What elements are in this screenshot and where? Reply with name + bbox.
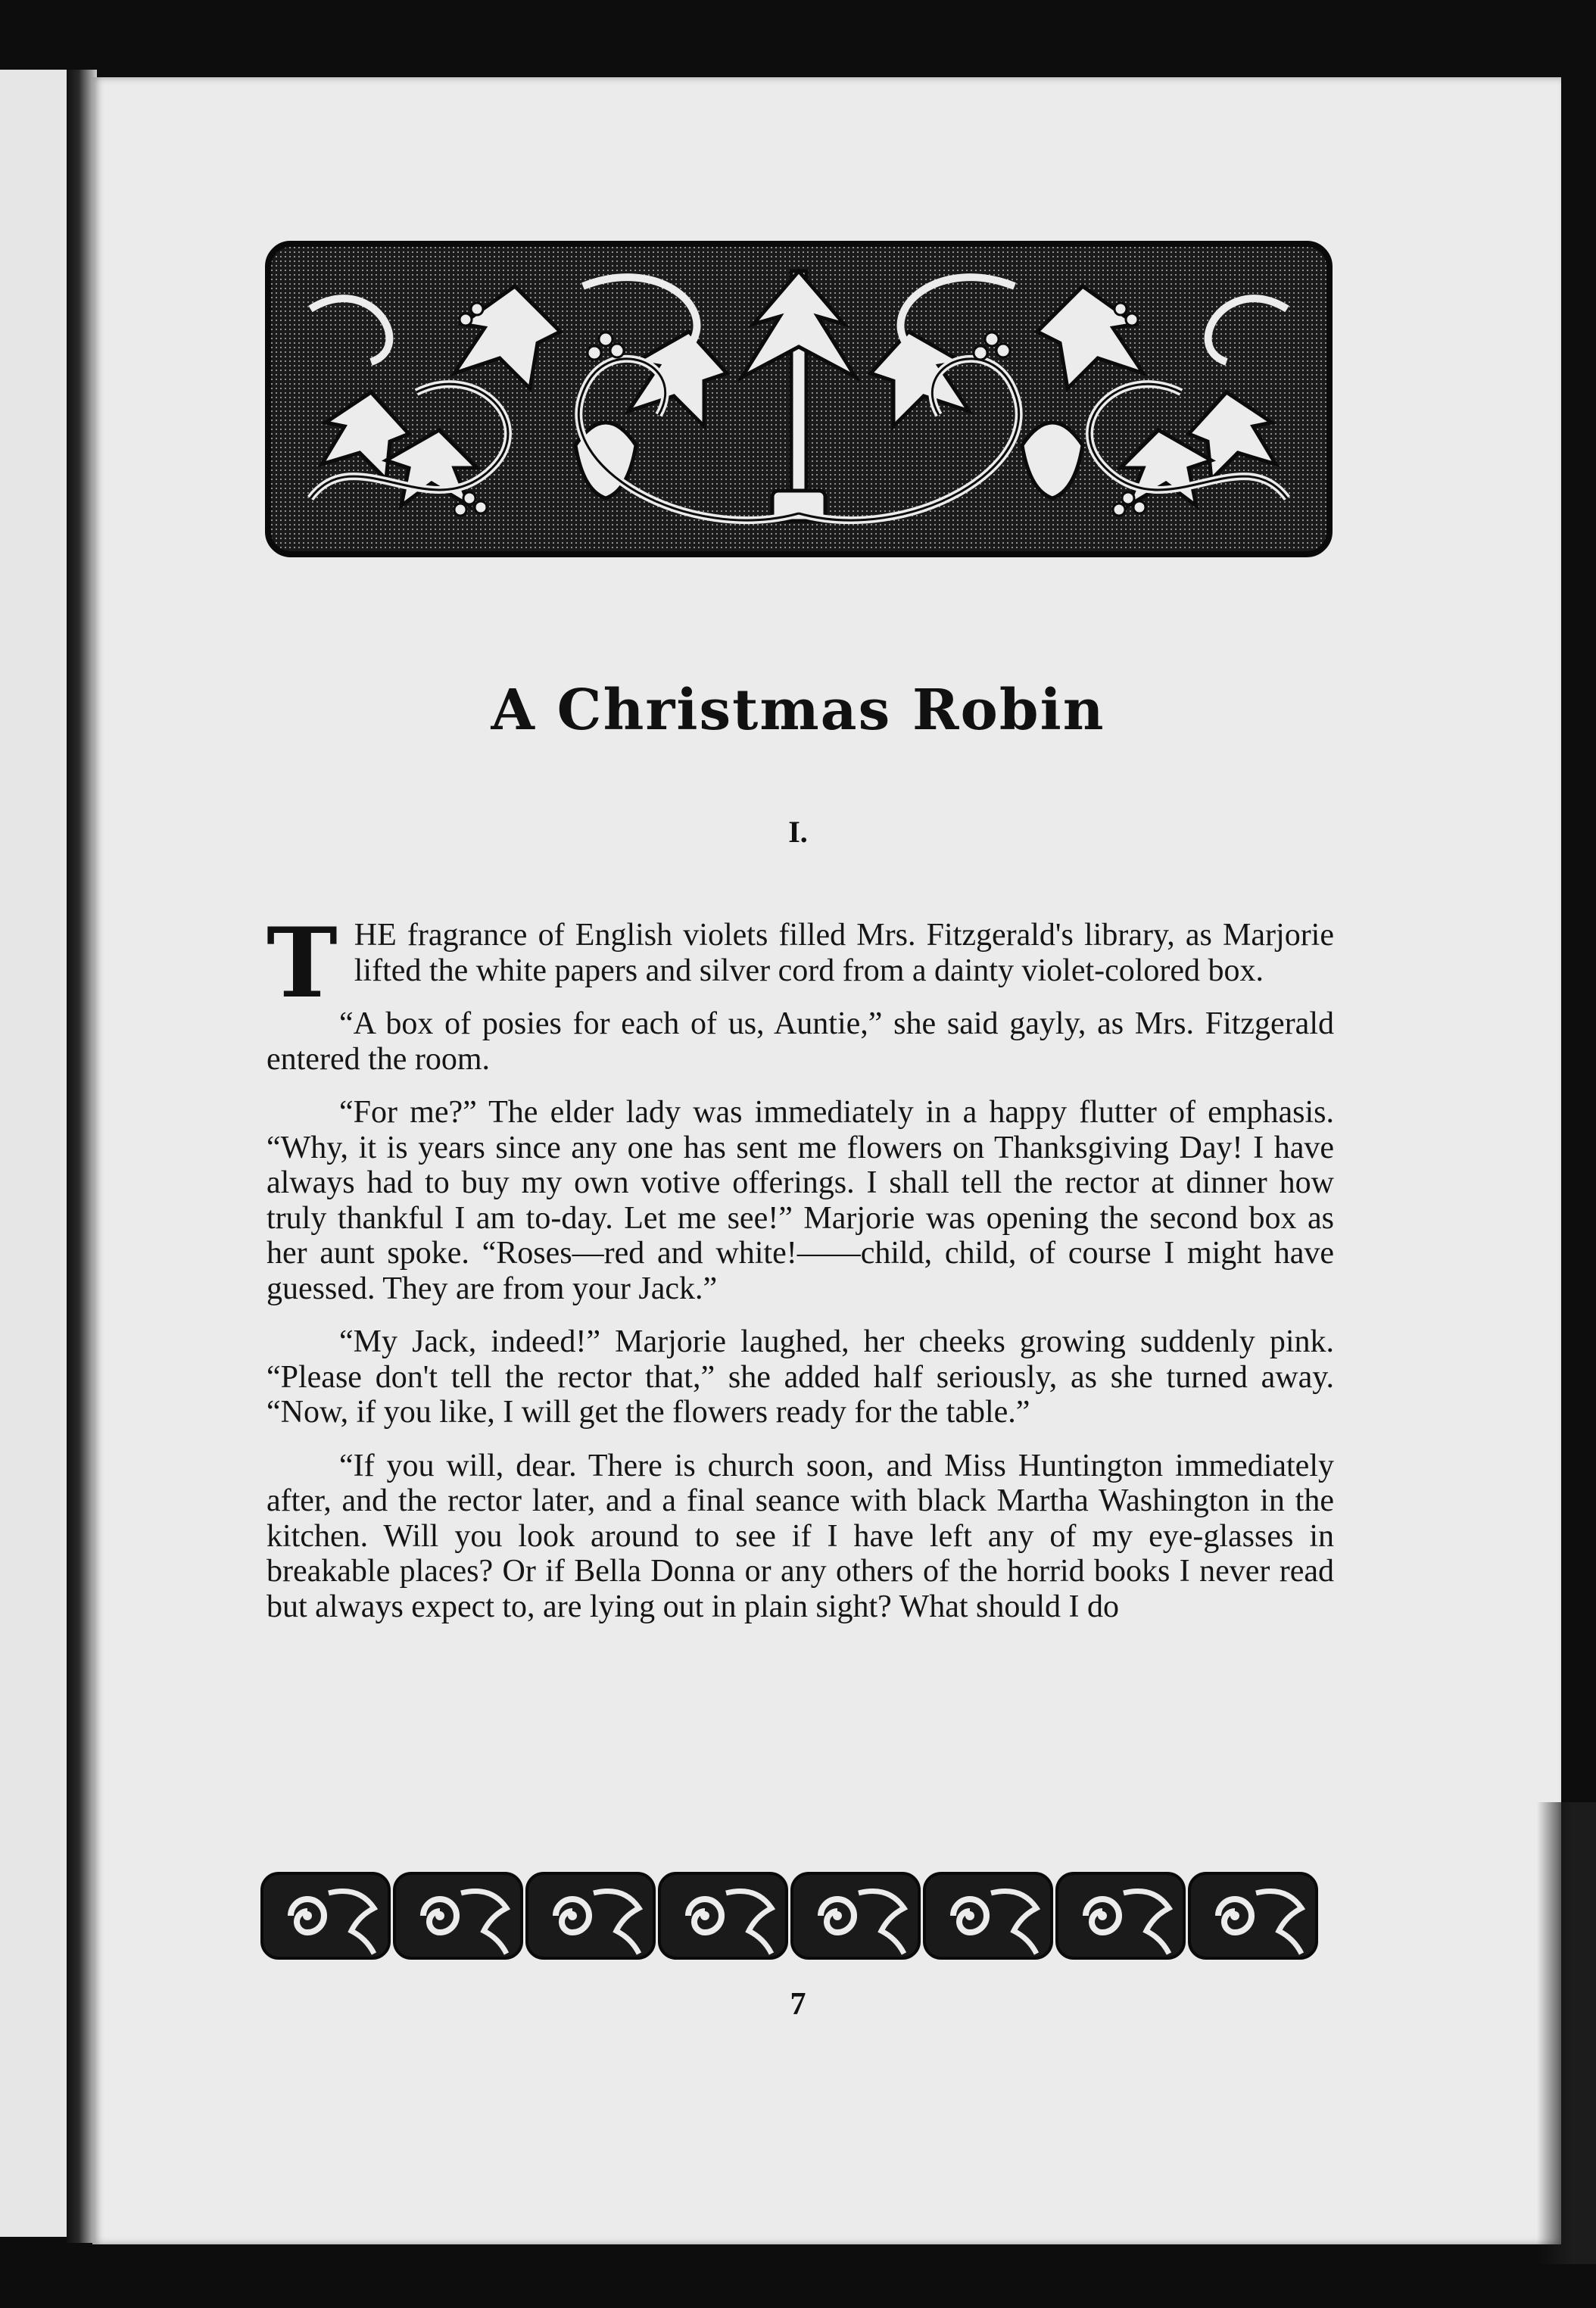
chapter-number: I. [788,815,808,849]
drop-cap: T [267,907,338,1019]
paragraph-text: HE fragrance of English violets filled Mrs. Fitzgerald's library, as Marjorie lifted the white papers and silver cord from a dainty violet-colored box. [354,918,1334,988]
story-title: A Christmas Robin [491,678,1105,743]
page-number: 7 [790,1987,806,2022]
paragraph: “My Jack, indeed!” Marjorie laughed, her cheeks growing suddenly pink. “Please don't tell the rector that,” she added half seriously, as she turned away. “Now, if you like, I will get the flowers ready for the table.” [267,1324,1334,1430]
scan-shadow [1537,1802,1596,2264]
paragraph: “For me?” The elder lady was immediately in a happy flutter of emphasis. “Why, it is years since any one has sent me flowers on Thanksgiving Day! I have always had to buy my own votive offerings. I shall tell the rector at dinner how truly thankful I am to-day. Let me see!” Marjorie was opening the second box as her aunt spoke. “Roses—red and white!——child, child, of course I might have guessed. They are from your Jack.” [267,1095,1334,1306]
facing-page-edge [0,70,68,2237]
vine-leaf-headpiece-ornament [265,241,1333,557]
paragraph: “If you will, dear. There is church soon, and Miss Huntington immediately after, and the rector later, and a final seance with black Martha Washington in the kitchen. Will you look around to see if I have left any of my eye-glasses in breakable places? Or if Bella Donna or any others of the horrid books I never read but always expect to, are lying out in plain sight? What should I do [267,1448,1334,1624]
paragraph: “A box of posies for each of us, Auntie,” she said gayly, as Mrs. Fitzgerald entered the room. [267,1006,1334,1077]
story-body [267,907,1334,1642]
paragraph [267,907,1334,1019]
scroll-tailpiece-ornament [260,1870,1320,1961]
